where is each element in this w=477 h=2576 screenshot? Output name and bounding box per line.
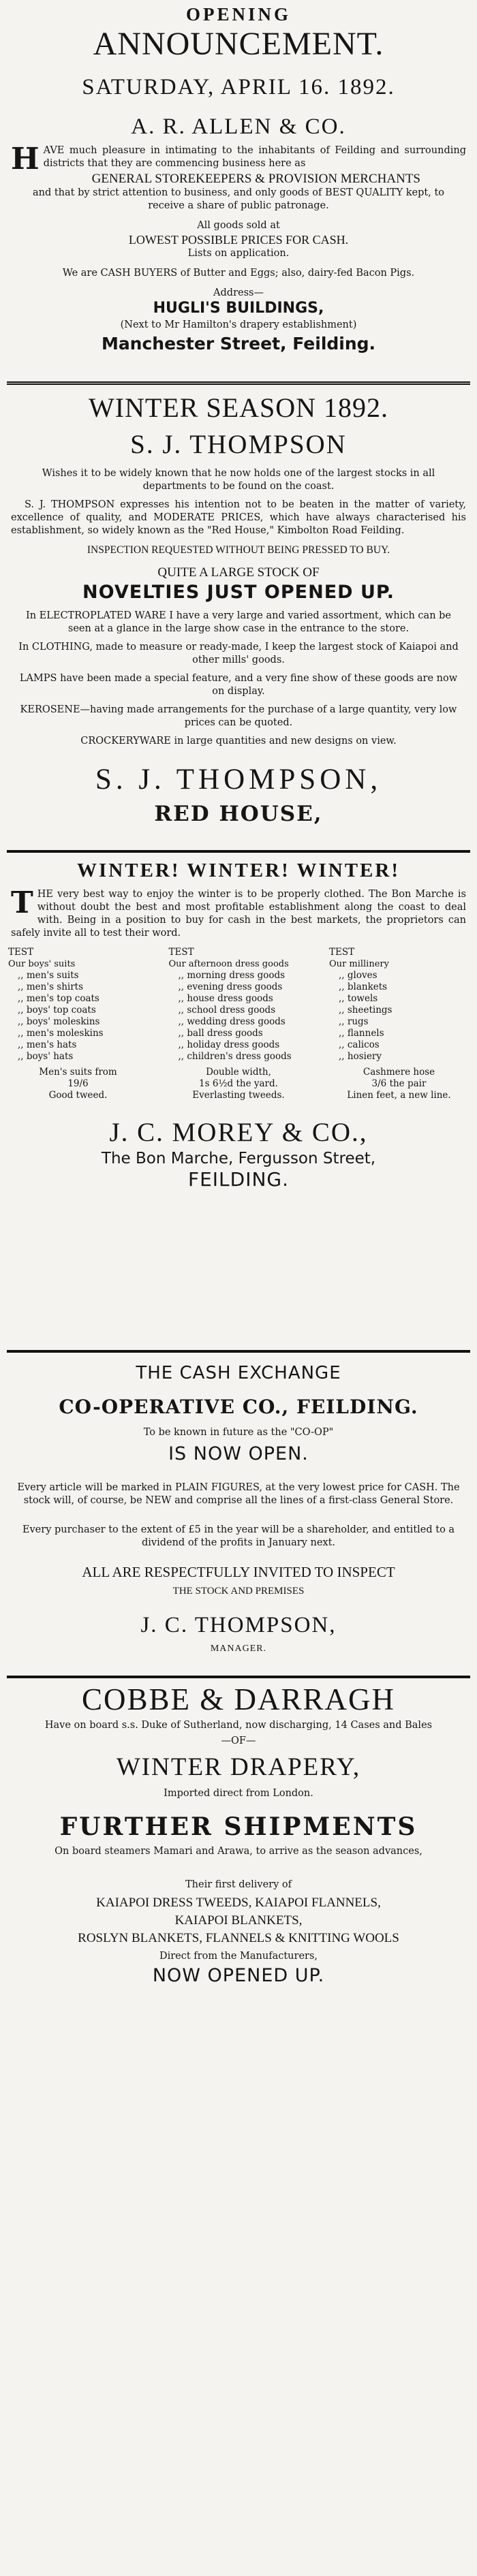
cobbe-darragh-ad: [8, 1681, 469, 1988]
cash-exchange-heading: THE CASH EXCHANGE: [136, 1363, 341, 1383]
coop-p1: Every article will be marked in PLAIN FIGURES, at the very lowest price for CASH. The stock will, of course, be NEW and comprise all the lines of a first-class General Store.: [17, 1482, 460, 1506]
kaiapoi-line-2: KAIAPOI BLANKETS,: [174, 1913, 303, 1928]
winter-season-heading: WINTER SEASON 1892.: [88, 392, 389, 423]
announcement-heading: ANNOUNCEMENT.: [93, 26, 384, 62]
allen-announcement: [8, 3, 469, 355]
manager-name: J. C. THOMPSON,: [140, 1613, 337, 1637]
goods-sold-label: All goods sold at: [197, 220, 280, 231]
thompson-winter-ad: [8, 392, 469, 827]
further-shipments: FURTHER SHIPMENTS: [59, 1812, 418, 1841]
cobbe-darragh-firm: COBBE & DARRAGH: [81, 1682, 396, 1716]
bon-marche-dropcap: T: [11, 885, 33, 920]
invited-line: ALL ARE RESPECTFULLY INVITED TO INSPECT: [82, 1564, 395, 1580]
date-line: SATURDAY, APRIL 16. 1892.: [82, 75, 395, 99]
kaiapoi-line-1: KAIAPOI DRESS TWEEDS, KAIAPOI FLANNELS,: [96, 1896, 381, 1910]
now-opened-up: NOW OPENED UP.: [152, 1965, 325, 1986]
divider: [7, 1350, 470, 1353]
thompson-p6: KEROSENE—having made arrangements for the purchase of a large quantity, very low prices can be quoted.: [20, 704, 457, 728]
red-house: RED HOUSE,: [154, 802, 323, 826]
bon-marche-address: The Bon Marche, Fergusson Street,: [101, 1150, 376, 1167]
first-delivery: Their first delivery of: [185, 1879, 292, 1890]
imported-line: Imported direct from London.: [164, 1788, 313, 1799]
steamers-line: On board steamers Mamari and Arawa, to arrive as the season advances,: [55, 1846, 422, 1857]
test-column-dress: TEST Our afternoon dress goods ,, morning dress goods ,, evening dress goods ,, house dress goods ,, school dress goods ,, wedding dress goods ,, ball dress goods ,, holiday dress goods ,, children's dress goods Double width, 1s 6½d the yard. Everlasting tweeds.: [168, 947, 292, 1101]
thompson-signature: S. J. THOMPSON,: [95, 764, 382, 796]
on-board-line: Have on board s.s. Duke of Sutherland, now discharging, 14 Cases and Bales: [44, 1720, 433, 1731]
coop-heading: CO-OPERATIVE CO., FEILDING.: [59, 1396, 418, 1418]
thompson-p5: LAMPS have been made a special feature, and a very fine show of these goods are now on display.: [19, 673, 458, 697]
bon-marche-body: THE very best way to enjoy the winter is to be properly clothed. The Bon Marche is without doubt the best and most profitable establishment along the coast to deal with. Being in a position to buy for cash in the best markets, the proprietors can safely invite all to test their word.: [11, 885, 466, 939]
allen-intro-2: and that by strict attention to business, and only goods of BEST QUALITY kept, to receive a share of public patronage.: [32, 187, 445, 211]
thompson-p2: S. J. THOMPSON expresses his intention not to be beaten in the matter of variety, excellence of quality, and MODERATE PRICES, which have always characterised his establishment, so widely known as the "Red House," Kimbolton Road Feilding.: [11, 499, 466, 536]
thompson-p4: In CLOTHING, made to measure or ready-made, I keep the largest stock of Kaiapoi and other mills' goods.: [18, 642, 459, 665]
test-columns: [8, 947, 469, 1101]
next-to-line: (Next to Mr Hamilton's drapery establishment): [120, 319, 357, 330]
divider: [7, 850, 470, 853]
quite-large-stock: QUITE A LARGE STOCK OF: [157, 565, 320, 580]
novelties-heading: NOVELTIES JUST OPENED UP.: [82, 582, 395, 603]
coop-known-as: To be known in future as the "CO-OP": [143, 1427, 334, 1438]
manager-title: MANAGER.: [210, 1644, 267, 1654]
manchester-street: Manchester Street, Feilding.: [101, 334, 376, 354]
allen-firm-name: A. R. ALLEN & CO.: [131, 114, 346, 139]
divider: [7, 1676, 470, 1678]
test-column-millinery: TEST Our millinery ,, gloves ,, blankets ,, towels ,, sheetings ,, rugs ,, flannels ,, calicos ,, hosiery Cashmere hose 3/6 the pair Linen feet, a new line.: [329, 947, 451, 1101]
coop-p2: Every purchaser to the extent of £5 in the year will be a shareholder, and entitled to a dividend of the profits in January next.: [22, 1524, 455, 1548]
thompson-p1: Wishes it to be widely known that he now holds one of the largest stocks in all departments to be found on the coast.: [42, 468, 435, 492]
opening-heading: OPENING: [185, 4, 291, 25]
direct-line: Direct from the Manufacturers,: [159, 1951, 318, 1962]
lists-line: Lists on application.: [187, 248, 290, 259]
cash-buyers-line: We are CASH BUYERS of Butter and Eggs; also, dairy-fed Bacon Pigs.: [62, 268, 415, 279]
cash-exchange-ad: [8, 1362, 469, 1656]
bon-marche-ad: [8, 858, 469, 1191]
thompson-name: S. J. THOMPSON: [130, 430, 347, 459]
morey-firm-name: J. C. MOREY & CO.,: [109, 1118, 368, 1147]
inspection-line: INSPECTION REQUESTED WITHOUT BEING PRESSED TO BUY.: [87, 544, 390, 556]
lowest-prices-line: LOWEST POSSIBLE PRICES FOR CASH.: [128, 233, 349, 247]
thompson-p3: In ELECTROPLATED WARE I have a very large and varied assortment, which can be seen at a glance in the large show case in the entrance to the store.: [25, 610, 452, 634]
divider: [7, 381, 470, 385]
feilding-town: FEILDING.: [187, 1168, 289, 1191]
allen-business-line: GENERAL STOREKEEPERS & PROVISION MERCHANTS: [91, 172, 420, 186]
hugli-buildings: HUGLI'S BUILDINGS,: [153, 300, 324, 317]
of-line: —OF—: [221, 1735, 256, 1746]
address-label: Address—: [213, 287, 264, 298]
test-column-men: TEST Our boys' suits ,, men's suits ,, men's shirts ,, men's top coats ,, boys' top coats ,, boys' moleskins ,, men's moleskins ,, men's hats ,, boys' hats Men's suits from 19/6 Good tweed.: [8, 947, 117, 1101]
thompson-p7: CROCKERYWARE in large quantities and new designs on view.: [80, 736, 397, 747]
stock-premises-line: THE STOCK AND PREMISES: [172, 1586, 305, 1597]
winter-drapery: WINTER DRAPERY,: [116, 1753, 361, 1781]
winter-headline: WINTER! WINTER! WINTER!: [77, 860, 400, 881]
allen-dropcap: H: [11, 142, 40, 176]
allen-intro: HAVE much pleasure in intimating to the inhabitants of Feilding and surrounding districts that they are commencing business here as: [11, 142, 466, 176]
roslyn-line: ROSLYN BLANKETS, FLANNELS & KNITTING WOOLS: [78, 1931, 399, 1945]
now-open-heading: IS NOW OPEN.: [168, 1443, 309, 1464]
